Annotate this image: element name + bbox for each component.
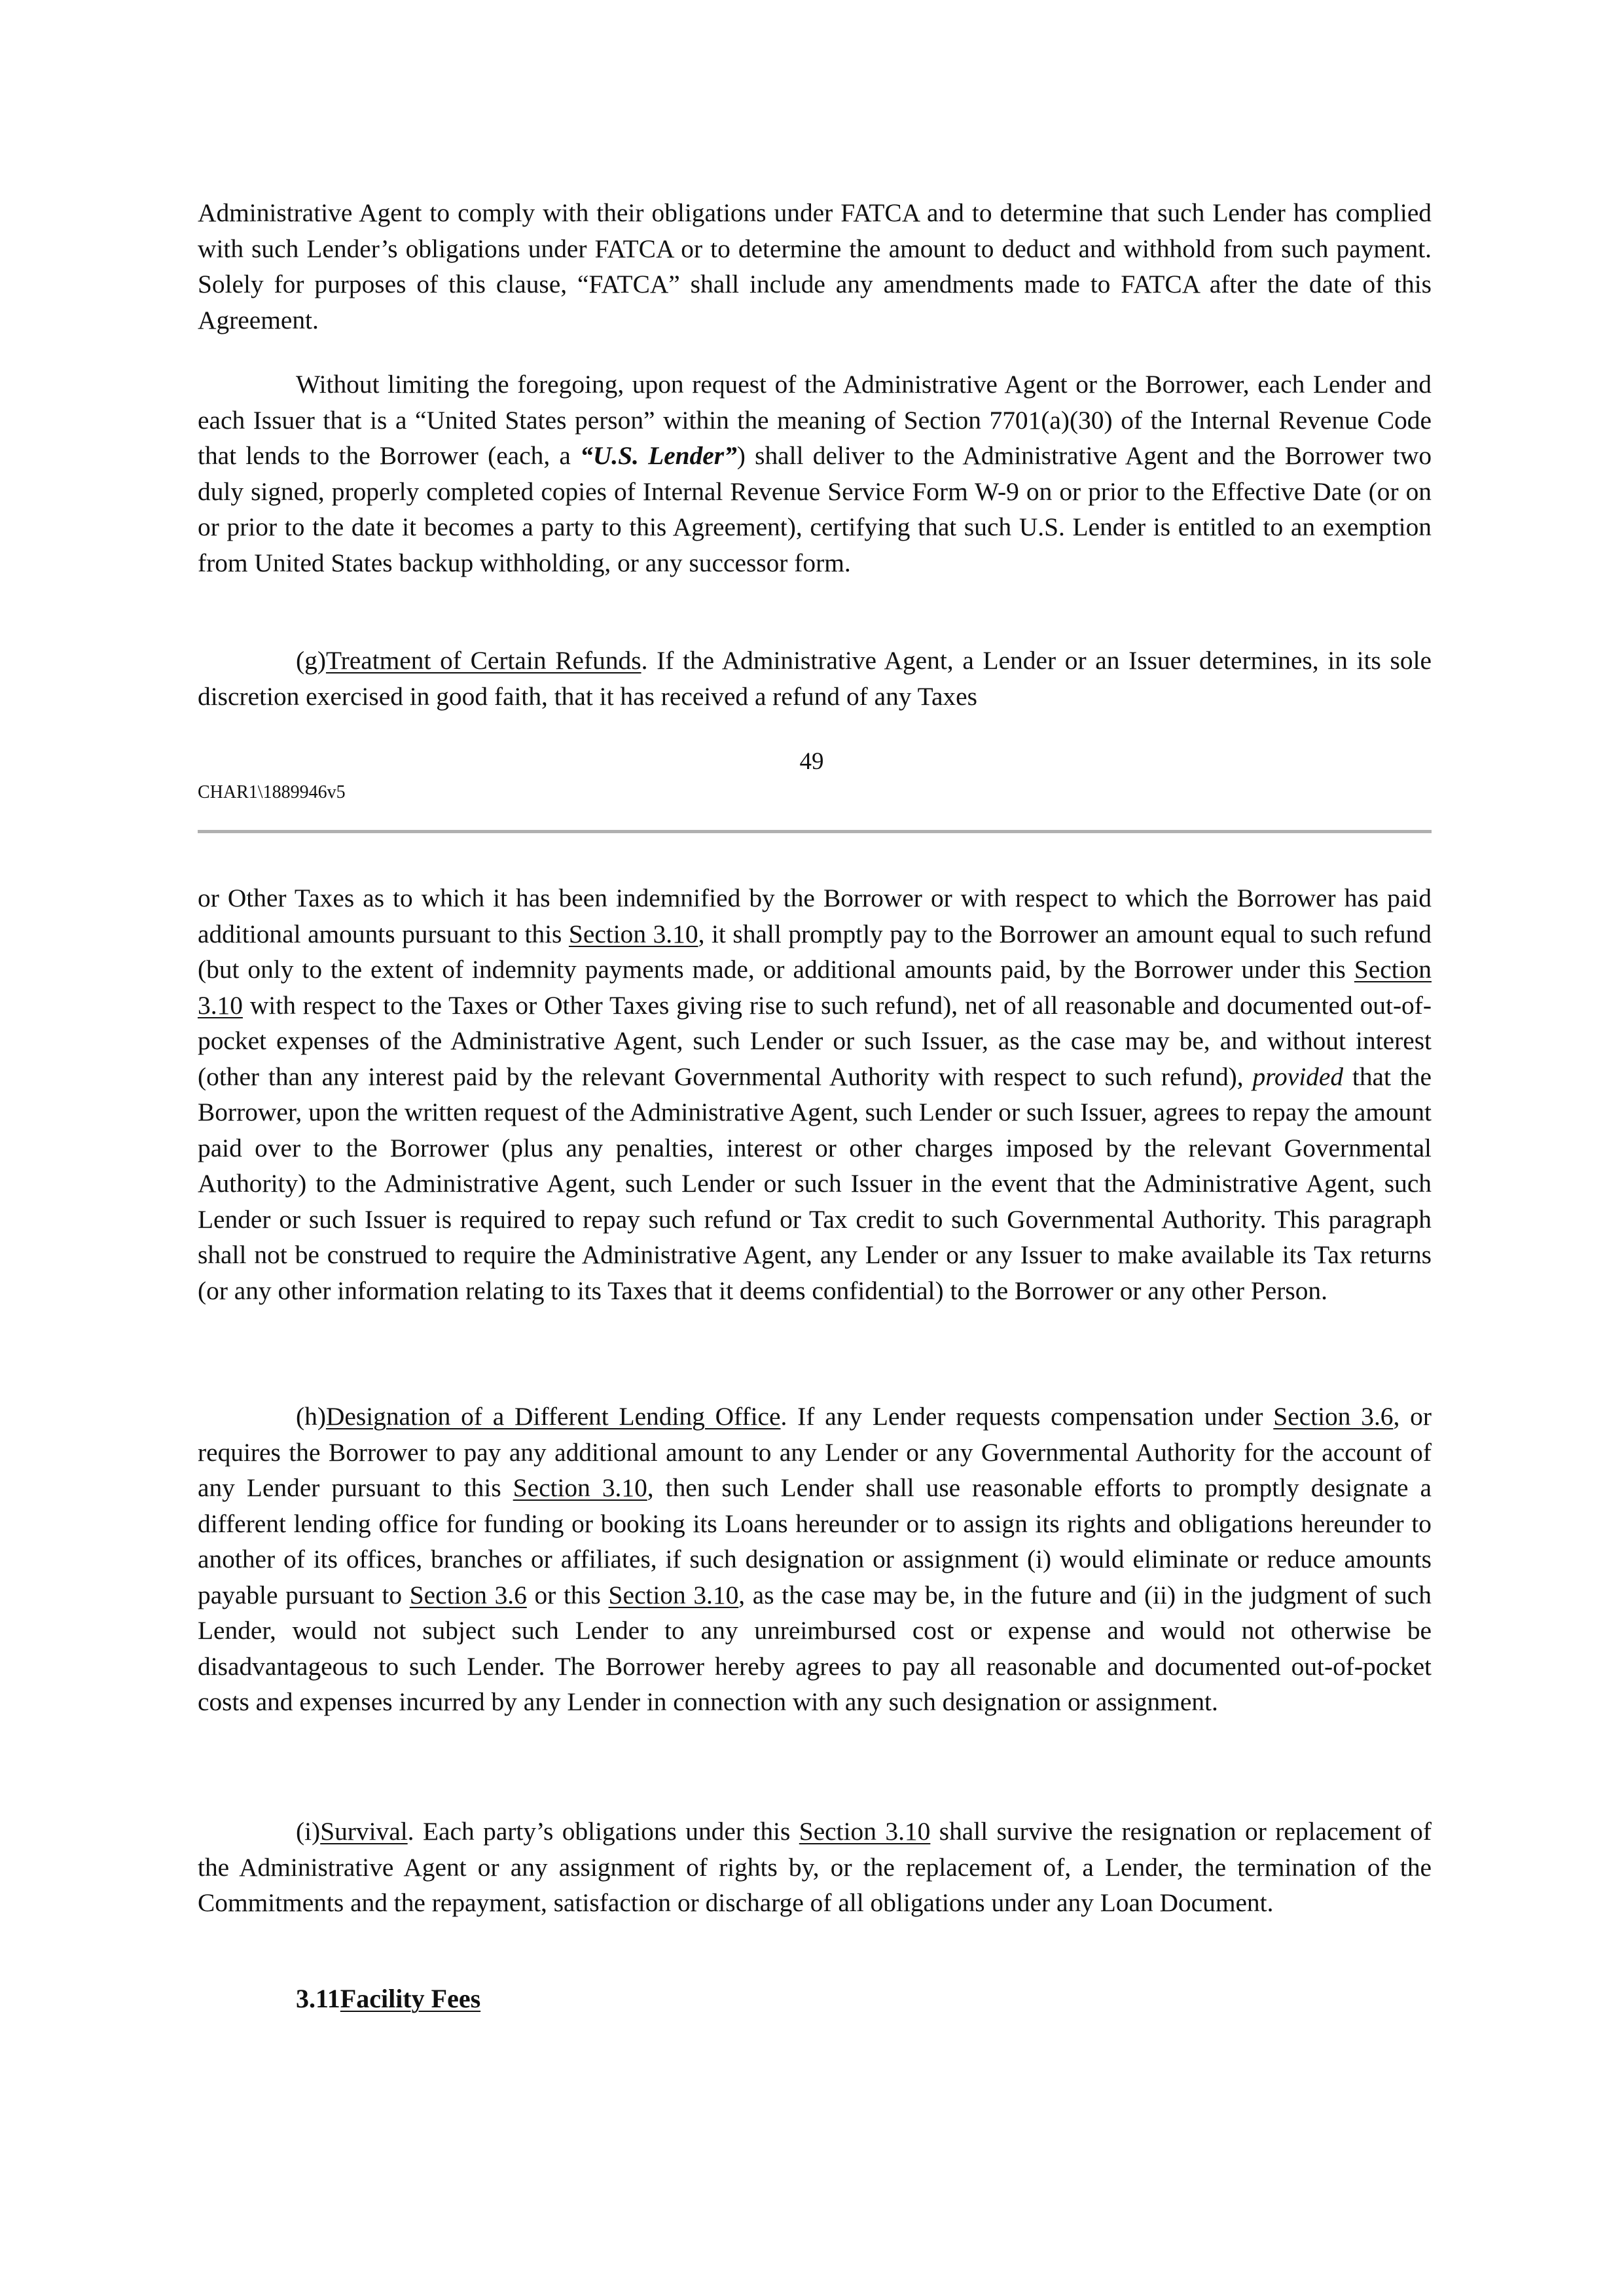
document-id: CHAR1\1889946v5 bbox=[198, 782, 346, 802]
clause-h-text-a: . If any Lender requests compensation under bbox=[780, 1402, 1274, 1431]
clause-h-text-b: , or requires the Borrower to pay any additional amount to any Lender or any Governmental Authority for the account of any Lender pursuant to this bbox=[198, 1402, 1432, 1502]
clause-h-label: (h) bbox=[296, 1402, 326, 1431]
section-heading-title: Facility Fees bbox=[340, 1984, 481, 2013]
section-ref-link: Section 3.10 bbox=[513, 1473, 647, 1502]
us-lender-paragraph bbox=[198, 367, 1432, 581]
us-lender-text-b: ) shall deliver to the Administrative Agent and the Borrower two duly signed, properly completed copies of Internal Revenue Service Form W-9 on or prior to the Effective Date (or on or prior to the date it becomes a party to this Agreement), certifying that such U.S. Lender is entitled to an exemption from United States backup withholding, or any successor form. bbox=[198, 441, 1432, 577]
refund-text-d: that the Borrower, upon the written request of the Administrative Agent, such Lender or such Issuer, agrees to repay the amount paid over to the Borrower (plus any penalties, interest or other charges imposed by the relevant Governmental Authority) to the Administrative Agent, such Lender or such Issuer in the event that the Administrative Agent, such Lender or such Issuer is required to repay such refund or Tax credit to such Governmental Authority. This paragraph shall not be construed to require the Administrative Agent, any Lender or any Issuer to make available its Tax returns (or any other information relating to its Taxes that it deems confidential) to the Borrower or any other Person. bbox=[198, 1062, 1432, 1305]
clause-h-text-c: , then such Lender shall use reasonable efforts to promptly designate a different lending office for funding or booking its Loans hereunder or to assign its rights and obligations hereunder to another of its offices, branches or affiliates, if such designation or assignment (i) would eliminate or reduce amounts payable pursuant to bbox=[198, 1473, 1432, 1609]
refund-continuation-paragraph bbox=[198, 880, 1432, 1308]
clause-g-title: Treatment of Certain Refunds bbox=[325, 646, 641, 675]
fatca-paragraph: Administrative Agent to comply with their obligations under FATCA and to determine that such Lender has complied with such Lender’s obligations under FATCA or to determine the amount to deduct and withhold from such payment. Solely for purposes of this clause, “FATCA” shall include any amendments made to FATCA after the date of this Agreement. bbox=[198, 198, 1432, 334]
us-lender-text-a: Without limiting the foregoing, upon request of the Administrative Agent or the Borrower, each Lender and each Issuer that is a “United States person” within the meaning of Section 7701(a)(30) of the Internal Revenue Code that lends to the Borrower (each, a bbox=[198, 370, 1432, 470]
section-heading-number: 3.11 bbox=[296, 1984, 340, 2013]
refund-text-b: , it shall promptly pay to the Borrower an amount equal to such refund (but only to the extent of indemnity payments made, or additional amounts paid, by the Borrower under this bbox=[198, 919, 1432, 984]
clause-i-paragraph bbox=[198, 1814, 1432, 1921]
clause-h-title: Designation of a Different Lending Office bbox=[325, 1402, 781, 1431]
provided-term: provided bbox=[1252, 1062, 1344, 1091]
page-divider bbox=[198, 830, 1432, 833]
clause-i-text-a: . Each party’s obligations under this bbox=[407, 1817, 799, 1846]
section-ref-link: Section 3.10 bbox=[198, 955, 1432, 1020]
refund-text-c: with respect to the Taxes or Other Taxes giving rise to such refund), net of all reasonable and documented out-of-pocket expenses of the Administrative Agent, such Lender or such Issuer, as the case may be, and without interest (other than any interest paid by the relevant Governmental Authority with respect to such refund), bbox=[198, 990, 1432, 1091]
section-ref-link: Section 3.10 bbox=[799, 1817, 931, 1846]
section-ref-link: Section 3.10 bbox=[568, 919, 698, 948]
section-ref-link: Section 3.6 bbox=[409, 1580, 527, 1609]
clause-g-label: (g) bbox=[296, 646, 326, 675]
us-lender-defined-term: “U.S. Lender” bbox=[580, 441, 737, 470]
section-ref-link: Section 3.6 bbox=[1273, 1402, 1394, 1431]
clause-h-text-e: , as the case may be, in the future and (ii) in the judgment of such Lender, would not subject such Lender to any unreimbursed cost or expense and would not otherwise be disadvantageous to such Lender. The Borrower hereby agrees to pay all reasonable and documented out-of-pocket costs and expenses incurred by any Lender in connection with any such designation or assignment. bbox=[198, 1580, 1432, 1716]
clause-h-paragraph bbox=[198, 1399, 1432, 1720]
clause-i-text-b: shall survive the resignation or replacement of the Administrative Agent or any assignment of rights by, or the replacement of, a Lender, the termination of the Commitments and the repayment, satisfaction or discharge of all obligations under any Loan Document. bbox=[198, 1817, 1432, 1917]
section-ref-link: Section 3.10 bbox=[608, 1580, 739, 1609]
section-heading bbox=[296, 1983, 480, 2014]
clause-h-text-d: or this bbox=[526, 1580, 609, 1609]
clause-g-text: . If the Administrative Agent, a Lender or an Issuer determines, in its sole discretion exercised in good faith, that it has received a refund of any Taxes bbox=[198, 646, 1432, 711]
page-number: 49 bbox=[799, 748, 824, 775]
clause-i-label: (i) bbox=[296, 1817, 321, 1846]
refund-text-a: or Other Taxes as to which it has been indemnified by the Borrower or with respect to which the Borrower has paid additional amounts pursuant to this bbox=[198, 884, 1432, 948]
clause-g-paragraph bbox=[198, 643, 1432, 714]
clause-i-title: Survival bbox=[320, 1817, 408, 1846]
